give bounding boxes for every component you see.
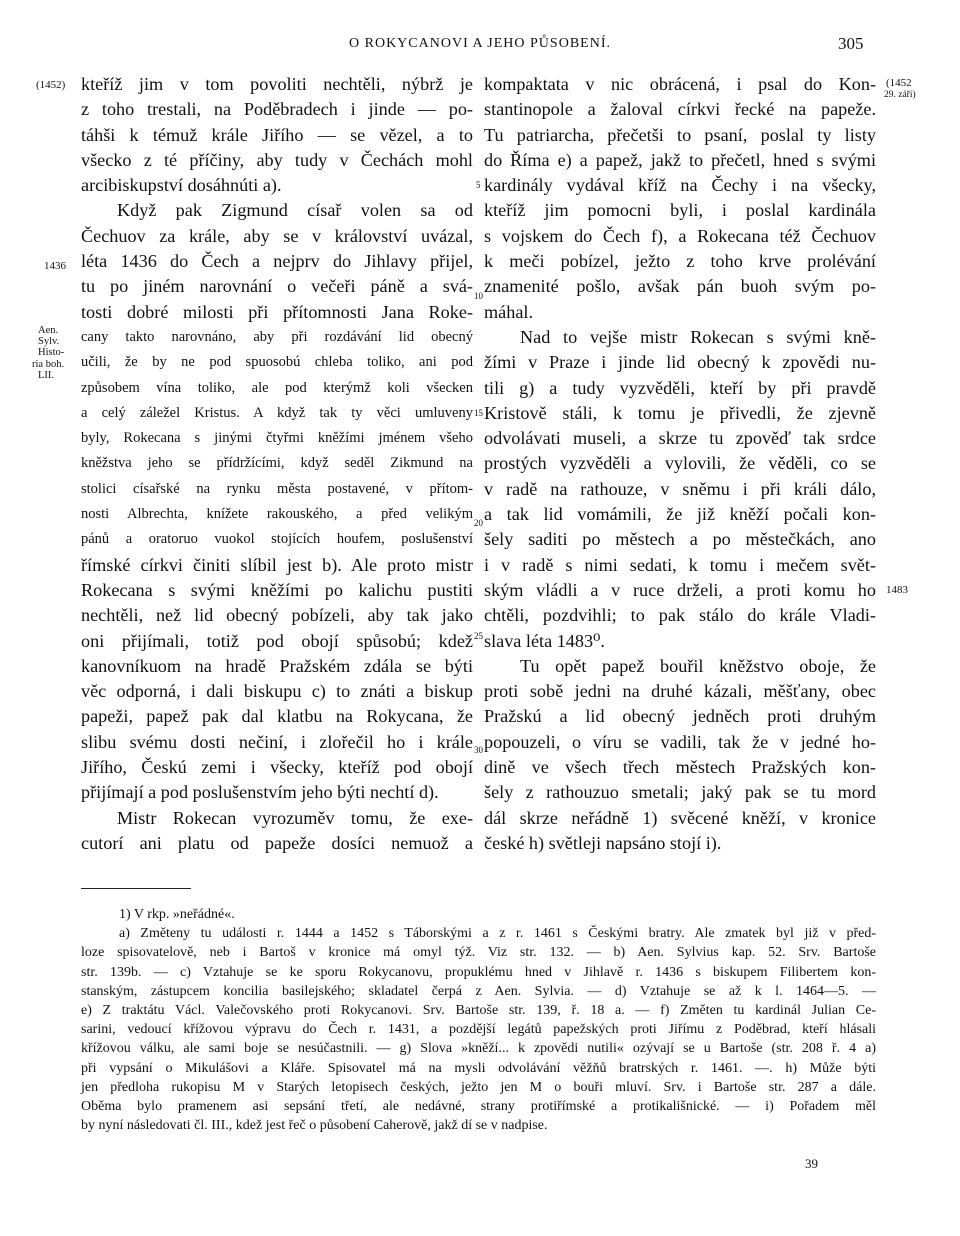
text-line: dál skrze neřádně 1) svěcené kněží, v kronice — [484, 807, 876, 828]
margin-source-line: Sylv. — [38, 336, 60, 348]
text-line: táhši k témuž krále Jiřího — se vězel, a to — [81, 124, 473, 145]
text-line: a celý záležel Kristus. A když tak ty věci umluveny — [81, 404, 473, 421]
text-line: šely z rathouzuo smetali; jaký pak se tu mord — [484, 782, 876, 803]
left-text-column — [81, 72, 473, 856]
margin-date-note — [886, 78, 916, 101]
line-number: 10 — [474, 291, 483, 301]
line-number: 15 — [474, 408, 483, 418]
text-line: odvolávati museli, a skrze tu zpověď tak srdce — [484, 428, 876, 449]
text-line: žími v Praze i jinde lid obecný k zpovědi nu- — [484, 352, 876, 373]
text-line: Rokecana s svými kněžími po kalichu pustiti — [81, 579, 473, 600]
text-line: oni přijímali, totiž pod obojí spůsobú; kdež — [81, 630, 473, 651]
text-line: Když pak Zigmund císař volen sa od — [117, 200, 473, 221]
text-line: do Říma e) a papež, jakž to přečetl, hned s svými — [484, 149, 876, 170]
text-line: chtěli, pozdvihli; to pak stálo do krále Vladi- — [484, 605, 876, 626]
text-line: v radě na rathouze, v sněmu i při králi dálo, — [484, 478, 876, 499]
footnote-line: křížovou válku, ale sami boje se nesúčastnili. — g) Slova »kněží... k zpovědi nutili« ozývají se u Bartoše (str. 208 ř. 4 a) — [81, 1041, 876, 1057]
text-line: léta 1436 do Čech a nejprv do Jihlavy přijel, — [81, 251, 473, 272]
text-line: Mistr Rokecan vyrozuměv tomu, že exe- — [117, 807, 473, 828]
text-line: české h) světleji napsáno stojí i). — [484, 832, 722, 853]
running-header — [0, 34, 960, 56]
signature-mark: 39 — [805, 1156, 818, 1171]
page-number: 305 — [838, 34, 864, 53]
text-line: kteříž jim v tom povoliti nechtěli, nýbrž je — [81, 74, 473, 94]
text-line: ským vládli a v ruce drželi, a proti komu ho — [484, 579, 876, 600]
text-line: učili, že by ne pod spuosobú chleba toliko, ani pod — [81, 354, 473, 371]
text-line: Tu opět papež bouřil kněžstvo oboje, že — [520, 655, 876, 676]
text-line: popouzeli, o víru se vadili, tak že v jedné ho- — [484, 731, 876, 752]
text-line: nosti Albrechta, knížete rakouského, a před velikým — [81, 506, 473, 523]
text-line: kardinály vydával kříž na Čechy i na všecky, — [484, 175, 876, 196]
margin-source-reference — [32, 325, 65, 381]
footnote-line: 1) V rkp. »neřádné«. — [119, 907, 235, 922]
line-number: 25 — [474, 631, 483, 641]
footnotes — [81, 905, 876, 1135]
text-line: tu po jiném narovnání o večeři páně a svá- — [81, 276, 473, 297]
footnote-line: při vypsání o Mikulášovi a Kláře. Spisovatel má na mysli odvolávání věžňů bratrských r. 1461. —. h) Může býti — [81, 1060, 876, 1076]
text-line: proti sobě jedni na druhé kázali, měšťany, obec — [484, 681, 876, 702]
footnote-divider — [81, 888, 191, 889]
text-line: arcibiskupství dosáhnúti a). — [81, 175, 282, 196]
text-line: přijímají a pod poslušenstvím jeho býti nechtí d). — [81, 782, 439, 803]
footnote-line: Oběma bylo pramenem asi sepsání třetí, ale nedávné, strany protiřímské a protikališnické. — i) Pořadem měl — [81, 1099, 876, 1115]
text-line: znamenité pošlo, avšak pán buoh svým po- — [484, 276, 876, 297]
text-line: římské církvi činiti slíbil jest b). Ale proto mistr — [81, 554, 473, 575]
margin-source-line: LII. — [38, 369, 55, 381]
footnote-line: by nyní následovati čl. III., kdež jest řeč o působení Caherově, jakž dí se v nadpise. — [81, 1118, 548, 1134]
text-line: stantinopole a žaloval církvi řecké na papeže. — [484, 99, 876, 120]
text-line: Pražskú a lid obecný jedněch proti druhým — [484, 706, 876, 727]
text-line: i v radě s nimi sedati, k tomu i mečem svět- — [484, 554, 876, 575]
footnote-line: stanským, zástupcem koncilia basilejského; skladatel čerpá z Aen. Sylvia. — d) Vztahuje se až k l. 1464—5. — — [81, 983, 876, 999]
text-line: věc odporná, i dali biskupu c) to znáti a biskup — [81, 681, 473, 702]
margin-date-line: 29. září) — [884, 89, 916, 100]
text-line: Nad to vejše mistr Rokecan s svými kně- — [520, 326, 876, 347]
text-line: tosti dobré milosti při přítomnosti Jana Roke- — [81, 301, 473, 322]
text-line: s vojskem do Čech f), a Rokecana též Čechuov — [484, 225, 876, 246]
text-line: kněžstva jeho se přídržícími, když seděl Zikmund na — [81, 455, 473, 472]
footnote-line: a) Změteny tu události r. 1444 a 1452 s Táborskými a z r. 1461 s Českými bratry. Ale zmatek byl již v před- — [119, 926, 876, 942]
margin-source-line: ria boh. — [32, 358, 65, 370]
footnote-line: sarini, vedoucí křížovou výpravu do Čech r. 1431, a pozdější legátů papežských proti Jiřímu z Poděbrad, kteří hlásali — [81, 1022, 876, 1038]
margin-year-1436: 1436 — [44, 260, 66, 272]
text-line: papeži, papež pak dal klatbu na Rokycana, že — [81, 706, 473, 727]
text-line: kompaktata v nic obrácená, i psal do Kon- — [484, 74, 876, 94]
text-line: k meči pobízel, ježto z toho krve prolévání — [484, 251, 876, 272]
margin-date-line: (1452 — [886, 77, 912, 89]
line-number: 5 — [476, 180, 481, 190]
margin-source-line: Aen. — [38, 325, 59, 336]
text-line: všecko z té příčiny, aby tudy v Čechách mohl — [81, 149, 473, 170]
text-line: způsobem vína toliko, ale pod kterýmž koli všecken — [81, 379, 473, 396]
footnote-line: e) Z traktátu Václ. Valečovského proti Rokycanovi. Srv. Bartoše str. 139, ř. 18 a. — f) Změten tu kardinál Julian Ce- — [81, 1003, 876, 1019]
text-line: prostých vyzvěděli a vylovili, že věděli, co se — [484, 453, 876, 474]
margin-year-1452: (1452) — [36, 79, 66, 91]
running-title: O ROKYCANOVI A JEHO PŮSOBENÍ. — [349, 36, 611, 51]
text-line: Čechuov za krále, aby se v království uvázal, — [81, 225, 473, 246]
text-line: kanovníkuom na hradě Pražském zdála se býti — [81, 655, 473, 676]
text-line: Jiřího, Českú zemi i všecky, kteříž pod obojí — [81, 757, 473, 778]
text-line: kteříž jim pomocni byli, i poslal kardinála — [484, 200, 876, 221]
text-line: šely saditi po městech a po městečkách, ano — [484, 529, 876, 550]
text-line: slibu svému dosti nečiní, i zlořečil ho i krále — [81, 731, 473, 752]
text-line: a tak lid vomámili, že již kněží počali kon- — [484, 504, 876, 525]
text-line: byly, Rokecana s jinými čtyřmi kněžími jménem všeho — [81, 430, 473, 447]
text-line: máhal. — [484, 301, 533, 322]
line-number: 20 — [474, 518, 483, 528]
text-line: tili g) a tudy vyzvěděli, kteří by při pravdě — [484, 377, 876, 398]
text-line: z toho trestali, na Poděbradech i jinde — po- — [81, 99, 473, 120]
text-line: dině ve všech třech městech Pražských kon- — [484, 757, 876, 778]
footnote-line: loze spisovatelově, neb i Bartoš v kronice má omyl týž. Viz str. 132. — b) Aen. Sylvius kap. 52. Srv. Bartoše — [81, 945, 876, 961]
text-line: slava léta 1483⁰. — [484, 630, 605, 651]
text-line: Kristově stáli, k tomu je přivedli, že zjevně — [484, 402, 876, 423]
right-text-column — [484, 72, 876, 856]
line-number: 30 — [474, 745, 483, 755]
text-line: Tu patriarcha, přečetši to psaní, poslal ty listy — [484, 124, 876, 145]
text-line: stolici císařské na rynku města postavené, v přítom- — [81, 480, 473, 497]
footnote-line: str. 139b. — c) Vztahuje se ke sporu Rokycanovu, propuklému hned v Jihlavě r. 1436 s biskupem Filibertem kon- — [81, 964, 876, 980]
margin-source-line: Histo- — [38, 347, 65, 359]
margin-year-1483: 1483 — [886, 584, 908, 596]
text-line: cutorí ani platu od papeže dosíci nemuož a — [81, 832, 473, 853]
text-line: cany takto narovnáno, aby při rozdávání lid obecný — [81, 328, 473, 345]
text-line: pánů a oratoruo vuokol stojících houfem, poslušenství — [81, 531, 473, 548]
text-line: nechtěli, než lid obecný pobízeli, aby tak jako — [81, 605, 473, 626]
footnote-line: jen předloha rukopisu M v Starých letopisech českých, ježto jen M o bouři mluví. Srv. i Bartoše str. 287 a dále. — [81, 1079, 876, 1095]
